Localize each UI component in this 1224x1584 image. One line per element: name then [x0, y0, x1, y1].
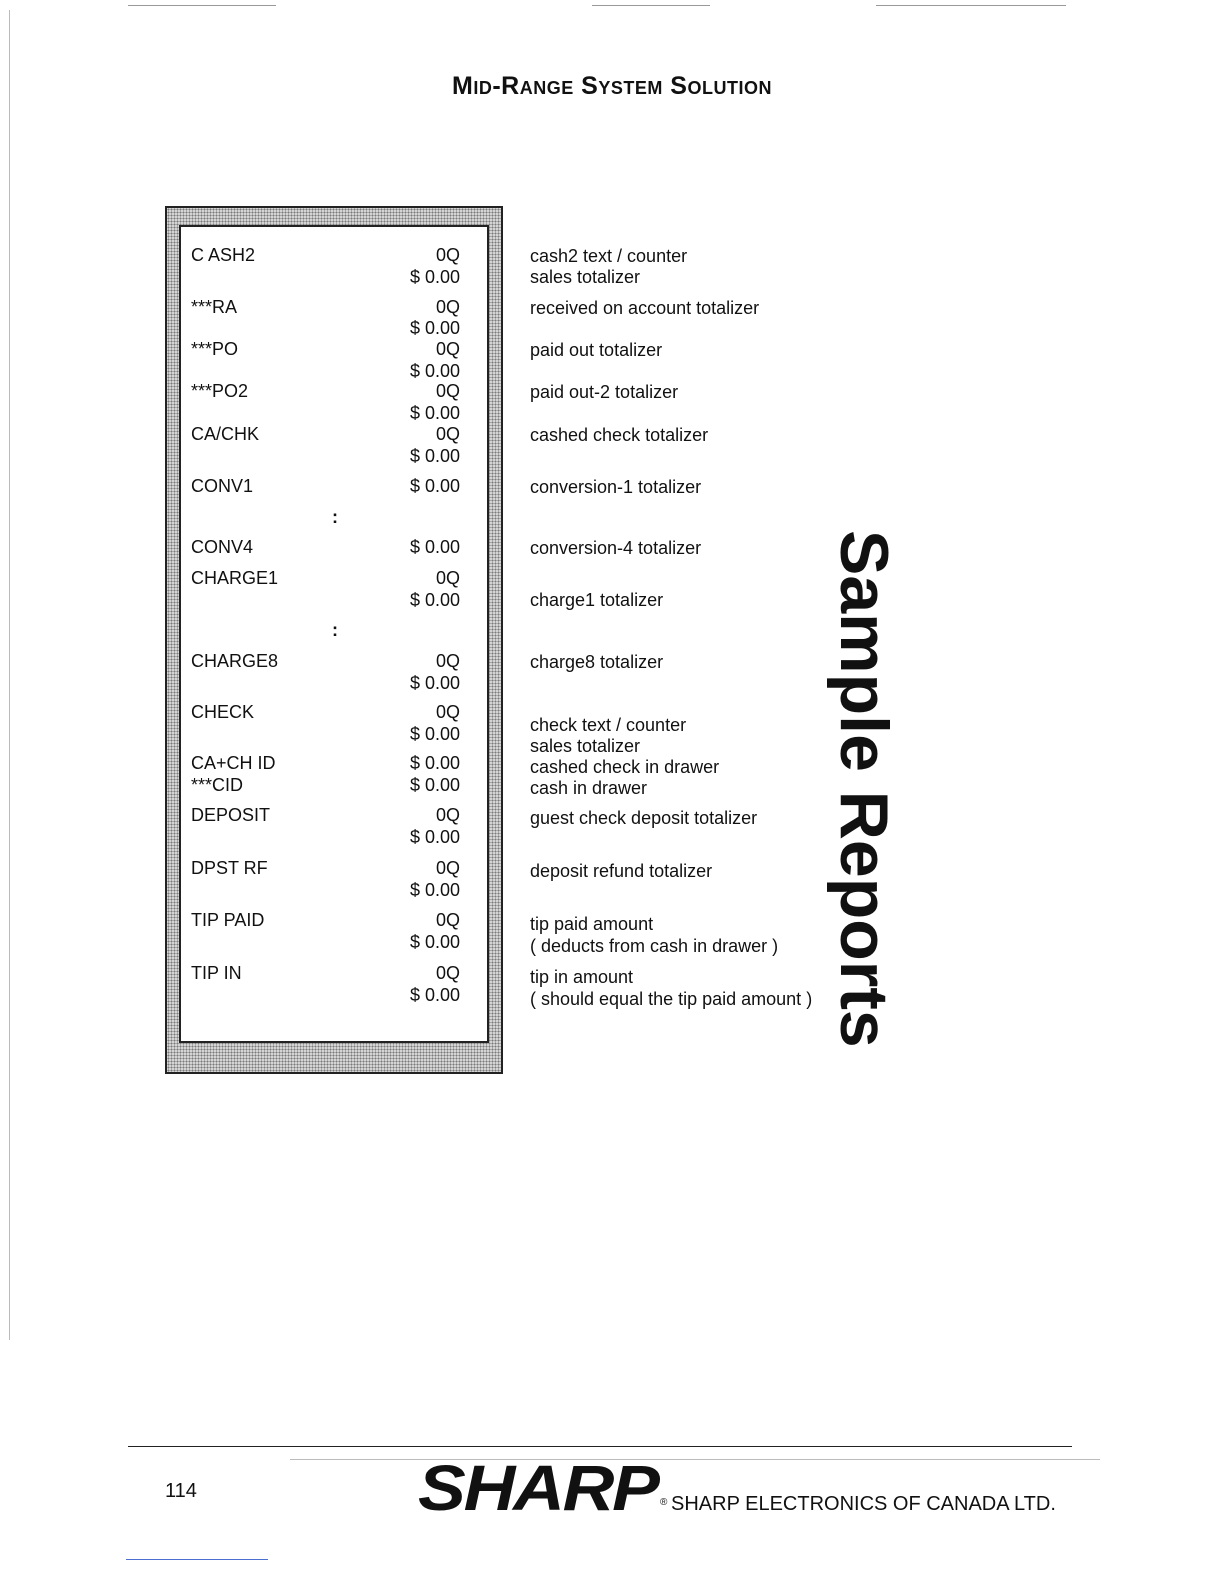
description-text: paid out totalizer [530, 340, 663, 360]
footer-rule-faint [290, 1459, 1100, 1460]
description-text: check text / counter [530, 715, 687, 735]
receipt-count: 0Q [435, 297, 460, 317]
description-text: paid out-2 totalizer [530, 382, 679, 402]
top-rule-left [128, 5, 276, 6]
top-rule-right [876, 5, 1066, 6]
receipt-amount: $ 0.00 [409, 673, 460, 693]
description-text: cashed check totalizer [530, 425, 709, 445]
sharp-logo: SHARP [418, 1452, 658, 1524]
receipt-label: CHECK [191, 702, 255, 722]
receipt-label: ***CID [191, 775, 244, 795]
ellipsis-marker: : [332, 620, 338, 640]
receipt-count: 0Q [435, 858, 460, 878]
page-number: 114 [165, 1480, 197, 1502]
receipt-amount: $ 0.00 [409, 880, 460, 900]
company-name: SHARP ELECTRONICS OF CANADA LTD. [671, 1493, 1056, 1515]
receipt-label: CONV4 [191, 537, 254, 557]
receipt-count: 0Q [435, 339, 460, 359]
ellipsis-marker: : [332, 507, 338, 527]
receipt-label: TIP IN [191, 963, 242, 983]
side-banner: Sample Reports [826, 530, 902, 1048]
receipt-count: 0Q [435, 568, 460, 588]
receipt-label: ***PO2 [191, 381, 249, 401]
receipt-label: ***RA [191, 297, 238, 317]
top-rule-middle [592, 5, 710, 6]
receipt-label: TIP PAID [191, 910, 265, 930]
description-text: charge1 totalizer [530, 590, 664, 610]
left-margin-line [9, 10, 10, 1340]
receipt-count: 0Q [435, 424, 460, 444]
receipt-count: 0Q [435, 381, 460, 401]
receipt-label: DEPOSIT [191, 805, 271, 825]
receipt-amount: $ 0.00 [409, 361, 460, 381]
description-text: conversion-4 totalizer [530, 538, 702, 558]
description-text: ( should equal the tip paid amount ) [530, 989, 813, 1009]
description-text: cashed check in drawer [530, 757, 720, 777]
receipt-amount: $ 0.00 [409, 403, 460, 423]
receipt-amount: $ 0.00 [409, 932, 460, 952]
receipt-amount: $ 0.00 [409, 590, 460, 610]
receipt-amount: $ 0.00 [409, 476, 460, 496]
receipt-count: 0Q [435, 245, 460, 265]
description-text: sales totalizer [530, 736, 641, 756]
receipt-amount: $ 0.00 [409, 267, 460, 287]
receipt-amount: $ 0.00 [409, 775, 460, 795]
description-text: ( deducts from cash in drawer ) [530, 936, 779, 956]
receipt-label: CHARGE1 [191, 568, 279, 588]
receipt-label: C ASH2 [191, 245, 256, 265]
receipt-label: DPST RF [191, 858, 268, 878]
description-text: tip in amount [530, 967, 634, 987]
description-text: tip paid amount [530, 914, 654, 934]
receipt-amount: $ 0.00 [409, 537, 460, 557]
description-text: conversion-1 totalizer [530, 477, 702, 497]
receipt-amount: $ 0.00 [409, 985, 460, 1005]
receipt-amount: $ 0.00 [409, 318, 460, 338]
receipt-count: 0Q [435, 805, 460, 825]
description-text: sales totalizer [530, 267, 641, 287]
receipt-amount: $ 0.00 [409, 724, 460, 744]
footer-rule [128, 1446, 1072, 1447]
receipt-label: CA+CH ID [191, 753, 276, 773]
receipt-count: 0Q [435, 910, 460, 930]
receipt-count: 0Q [435, 963, 460, 983]
description-text: charge8 totalizer [530, 652, 664, 672]
receipt-label: CHARGE8 [191, 651, 279, 671]
description-text: cash2 text / counter [530, 246, 688, 266]
receipt-amount: $ 0.00 [409, 827, 460, 847]
receipt-label: CONV1 [191, 476, 254, 496]
description-text: received on account totalizer [530, 298, 760, 318]
receipt-amount: $ 0.00 [409, 753, 460, 773]
receipt-label: CA/CHK [191, 424, 260, 444]
description-text: guest check deposit totalizer [530, 808, 758, 828]
bottom-underline [126, 1559, 268, 1560]
receipt-count: 0Q [435, 702, 460, 722]
registered-mark: ® [660, 1497, 668, 1508]
description-text: deposit refund totalizer [530, 861, 713, 881]
description-text: cash in drawer [530, 778, 648, 798]
page-title: Mid-Range System Solution [452, 72, 772, 100]
receipt-count: 0Q [435, 651, 460, 671]
receipt-label: ***PO [191, 339, 239, 359]
receipt-amount: $ 0.00 [409, 446, 460, 466]
